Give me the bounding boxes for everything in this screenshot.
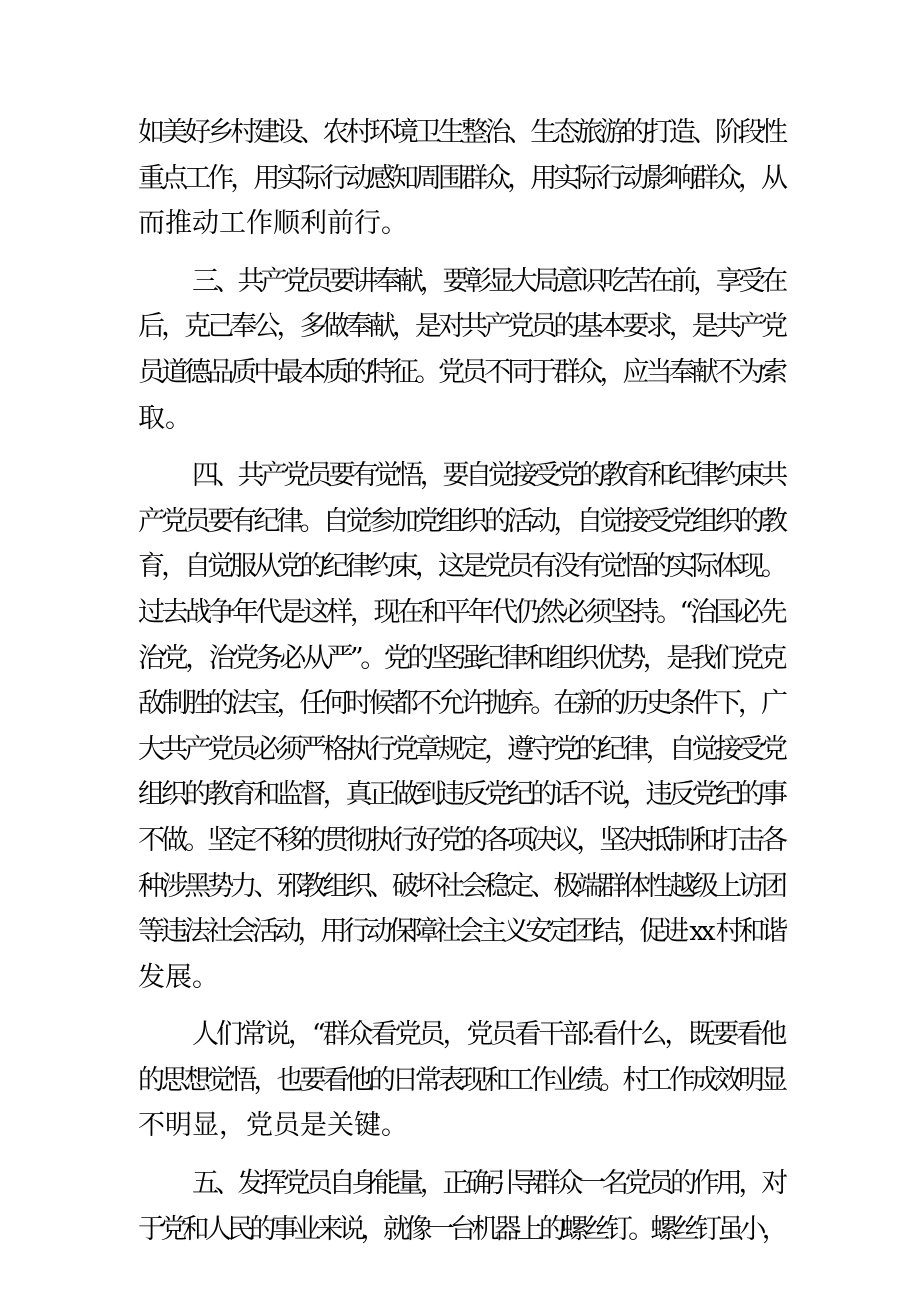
text-line: 而推动工作顺利前行。 <box>138 208 408 240</box>
paragraph-2 <box>138 259 784 441</box>
text-line: 种涉黑势力、邪教组织、破坏社会稳定、极端群体性越级上访团 <box>138 870 784 902</box>
text-line: 治党，治党务必从严”。党的坚强纪律和组织优势，是我们党克 <box>138 642 784 674</box>
text-line: 大共产党员必须严格执行党章规定，遵守党的纪律，自觉接受党 <box>138 733 784 765</box>
text-line: 不明显，党员是关键。 <box>138 1110 408 1142</box>
text-line: 过去战争年代是这样，现在和平年代仍然必须坚持。“治国必先 <box>138 596 784 628</box>
text-line: 不做。坚定不移的贯彻执行好党的各项决议，坚决抵制和打击各 <box>138 824 784 856</box>
paragraph-4 <box>138 1012 784 1149</box>
text-line: 取。 <box>138 402 192 434</box>
text-line: 组织的教育和监督，真正做到违反党纪的话不说，违反党纪的事 <box>138 779 784 811</box>
text-line: 如美好乡村建设、农村环境卫生整治、生态旅游的打造、阶段性 <box>138 117 784 148</box>
text-line: 的思想觉悟，也要看他的日常表现和工作业绩。村工作成效明显 <box>138 1064 784 1096</box>
document-body <box>138 110 784 1252</box>
text-line: 重点工作，用实际行动感知周围群众，用实际行动影响群众，从 <box>138 162 784 194</box>
paragraph-5 <box>138 1161 784 1252</box>
text-line: 四、共产党员要有觉悟，要自觉接受党的教育和纪律约束共 <box>192 460 784 492</box>
text-line: 产党员要有纪律。自觉参加党组织的活动，自觉接受党组织的教 <box>138 505 784 537</box>
paragraph-1 <box>138 110 784 247</box>
text-line: 于党和人民的事业来说，就像一台机器上的螺丝钉。螺丝钉虽小， <box>138 1213 784 1245</box>
text-line: 发展。 <box>138 961 219 993</box>
text-line: 育，自觉服从党的纪律约束，这是党员有没有觉悟的实际体现。 <box>138 551 784 583</box>
text-line: 敌制胜的法宝，任何时候都不允许抛弃。在新的历史条件下，广 <box>138 688 784 720</box>
paragraph-3 <box>138 453 784 1000</box>
text-line: 等违法社会活动，用行动保障社会主义安定团结，促进 xx 村和谐 <box>138 916 784 948</box>
text-line: 五、发挥党员自身能量，正确引导群众一名党员的作用，对 <box>192 1168 784 1200</box>
text-line: 三、共产党员要讲奉献，要彰显大局意识吃苦在前，享受在 <box>192 265 784 297</box>
text-line: 员道德品质中最本质的特征。党员不同于群众，应当奉献不为索 <box>138 356 784 388</box>
text-line: 人们常说，“群众看党员，党员看干部:看什么，既要看他 <box>192 1019 784 1051</box>
text-line: 后，克己奉公，多做奉献，是对共产党员的基本要求，是共产党 <box>138 311 784 343</box>
